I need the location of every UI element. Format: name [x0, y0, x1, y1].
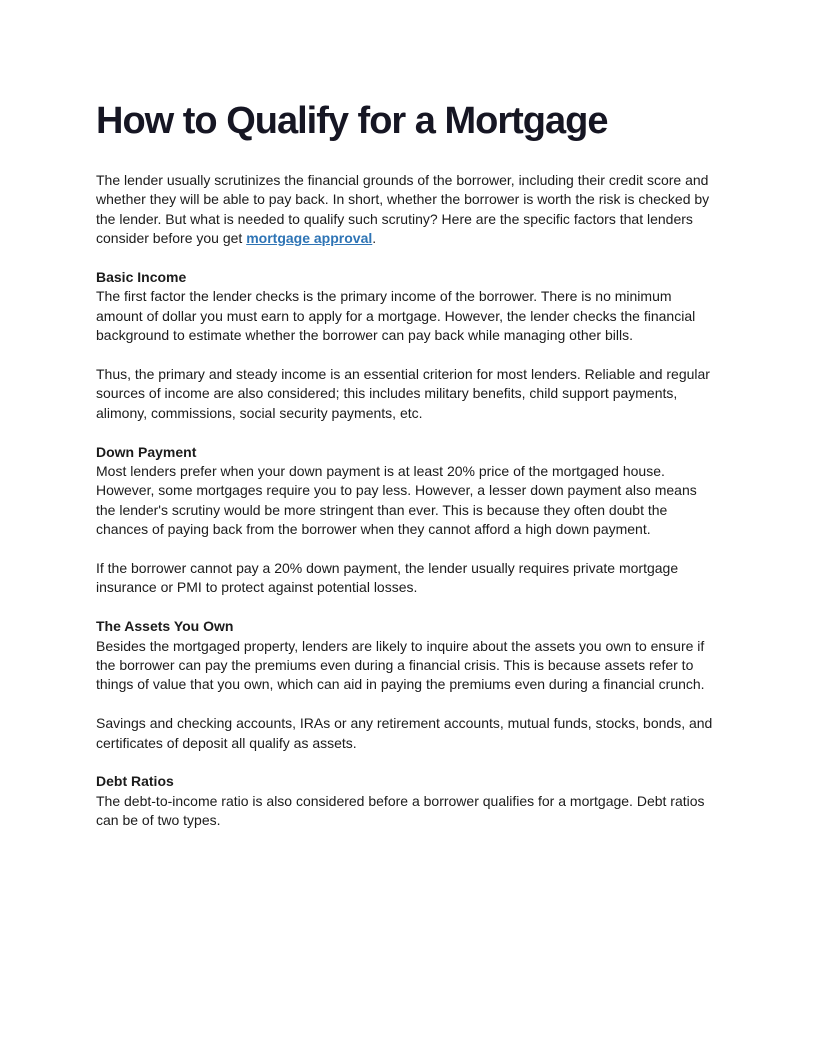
intro-paragraph [96, 171, 720, 249]
document-title: How to Qualify for a Mortgage [96, 100, 608, 142]
section-heading-debt-ratios: Debt Ratios [96, 773, 174, 790]
paragraph-debt-ratios-1: The debt-to-income ratio is also considered before a borrower qualifies for a mortgage. Debt ratios can be of two types. [96, 792, 705, 829]
intro-text-before-link: The lender usually scrutinizes the financial grounds of the borrower, including their credit score and whether they will be able to pay back. In short, whether the borrower is worth the risk is checked by the lender. But what is needed to qualify such scrutiny? Here are the specific factors that lenders consider before you get [96, 172, 710, 247]
section-heading-assets-you-own: The Assets You Own [96, 618, 234, 635]
paragraph-basic-income-1: The first factor the lender checks is the primary income of the borrower. There is no minimum amount of dollar you must earn to apply for a mortgage. However, the lender checks the financial background to estimate whether the borrower can pay back while managing other bills. [96, 288, 696, 344]
intro-text-after-link: . [372, 230, 377, 247]
paragraph-basic-income-2: Thus, the primary and steady income is an essential criterion for most lenders. Reliable and regular sources of income are also considered; this includes military benefits, child support payments, alimony, commissions, social security payments, etc. [96, 366, 710, 421]
paragraph-assets-1: Besides the mortgaged property, lenders are likely to inquire about the assets you own to ensure if the borrower can pay the premiums even during a financial crisis. This is because assets refer to things of value that you own, which can aid in paying the premiums even during a financial crunch. [96, 637, 705, 693]
section-heading-basic-income: Basic Income [96, 269, 187, 286]
paragraph-down-payment-1: Most lenders prefer when your down payment is at least 20% price of the mortgaged house. However, some mortgages require you to pay less. However, a lesser down payment also means the lender's scrutiny would be more stringent than ever. This is because they often doubt the chances of paying back from the borrower when they cannot afford a high down payment. [96, 463, 697, 538]
section-heading-down-payment: Down Payment [96, 443, 197, 460]
mortgage-approval-link[interactable]: mortgage approval [246, 230, 373, 247]
paragraph-assets-2: Savings and checking accounts, IRAs or any retirement accounts, mutual funds, stocks, bonds, and certificates of deposit all qualify as assets. [96, 715, 713, 751]
paragraph-down-payment-2: If the borrower cannot pay a 20% down payment, the lender usually requires private mortgage insurance or PMI to protect against potential losses. [96, 560, 679, 596]
